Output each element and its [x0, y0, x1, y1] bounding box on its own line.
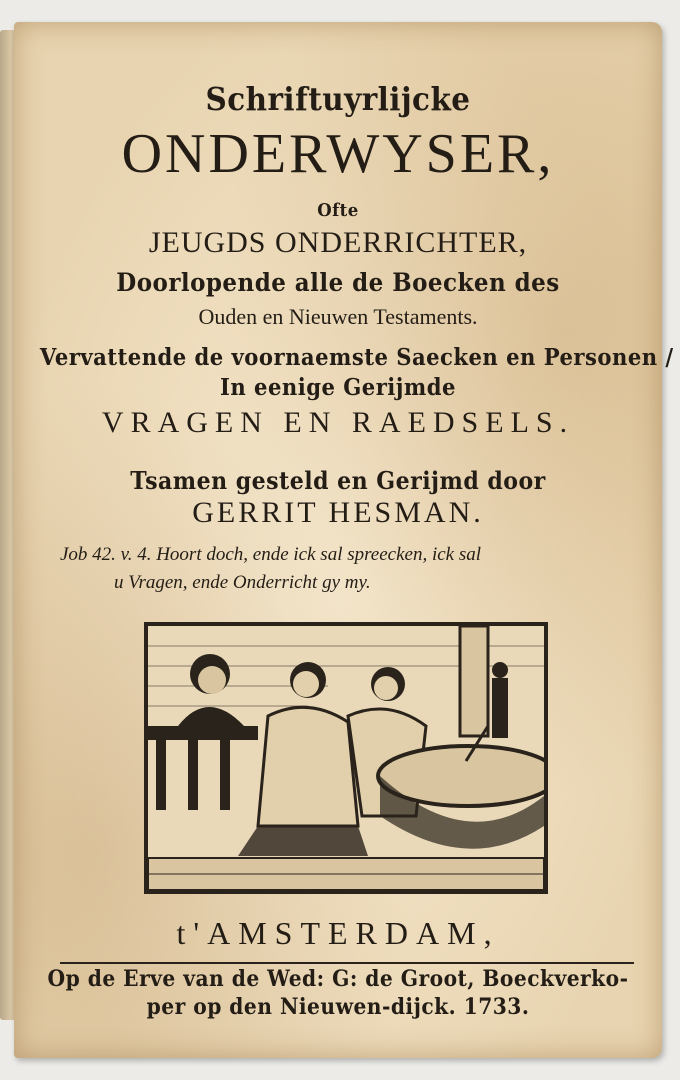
title-onderwyser: ONDERWYSER, [121, 123, 555, 185]
imprint-line-2: per op den Nieuwen-dijck. 1733. [146, 994, 530, 1020]
bible-quote-line-2: u Vragen, ende Onderricht gy my. [114, 572, 371, 593]
description-line-2: In eenige Gerijmde [220, 374, 456, 401]
author-name: GERRIT HESMAN. [192, 496, 484, 529]
bible-quote-line-1: Job 42. v. 4. Hoort doch, ende ick sal spreecken, ick sal [60, 544, 482, 565]
description-line-1: Vervattende de voornaemste Saecken en Personen / [39, 344, 674, 371]
divider-rule [60, 962, 634, 964]
woodcut-illustration [144, 622, 548, 894]
title-page [14, 22, 674, 1058]
subtitle-testaments: Ouden en Nieuwen Testaments. [198, 304, 478, 329]
author-intro: Tsamen gesteld en Gerijmd door [130, 466, 546, 495]
imprint-line-1: Op de Erve van de Wed: G: de Groot, Boeckverko- [47, 966, 629, 992]
woodcut-scene-image [148, 626, 544, 890]
place-amsterdam: t'AMSTERDAM, [176, 915, 500, 951]
title-line-schriftuyrlijcke: Schriftuyrlijcke [205, 80, 471, 118]
vragen-en-raedsels: VRAGEN EN RAEDSELS. [101, 406, 575, 439]
title-ofte: Ofte [317, 200, 359, 221]
subtitle-jeugds-onderrichter: JEUGDS ONDERRICHTER, [148, 226, 528, 259]
subtitle-doorlopende: Doorlopende alle de Boecken des [116, 268, 560, 297]
